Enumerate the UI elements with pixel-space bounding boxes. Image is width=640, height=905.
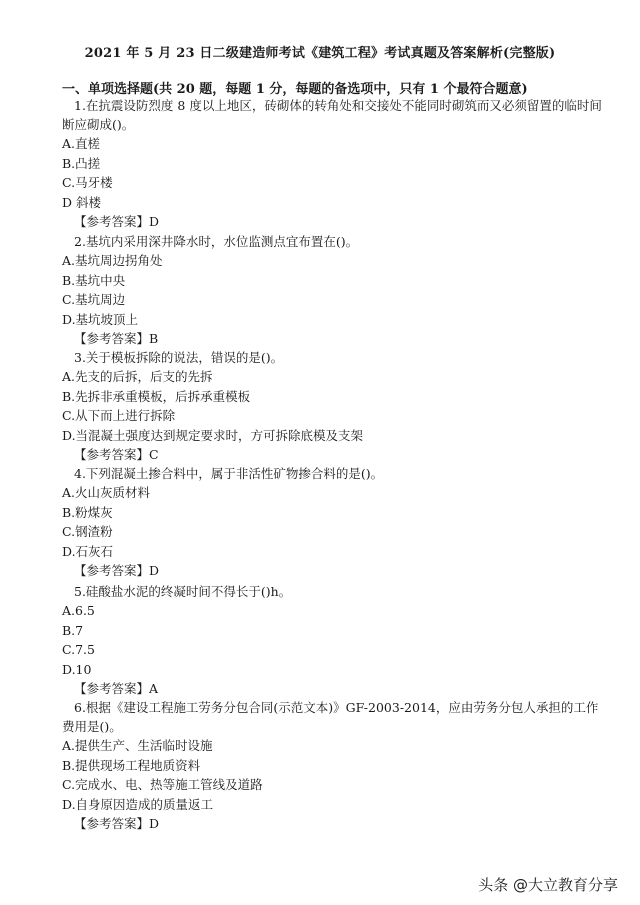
option-c: C.从下而上进行拆除 (62, 408, 176, 423)
option-a: A.直槎 (62, 136, 101, 151)
option-d: D.当混凝土强度达到规定要求时，方可拆除底模及支架 (62, 427, 364, 443)
question-3 (62, 348, 602, 465)
option-c: C.钢渣粉 (62, 524, 113, 539)
answer-label: 【参考答案】D (74, 214, 160, 229)
question-1 (62, 96, 602, 232)
question-5 (62, 582, 602, 699)
section-heading: 一、单项选择题(共 20 题，每题 1 分，每题的备选项中，只有 1 个最符合题意) (62, 82, 528, 97)
option-d: D.石灰石 (62, 543, 114, 559)
document-title: 2021 年 5 月 23 日二级建造师考试《建筑工程》考试真题及答案解析(完整版) (84, 46, 556, 61)
option-a: A.火山灰质材料 (62, 485, 151, 500)
option-c: C.基坑周边 (62, 292, 126, 307)
option-b: B.先拆非承重模板，后拆承重模板 (62, 388, 251, 404)
option-a: A.基坑周边拐角处 (62, 253, 163, 268)
option-d: D.自身原因造成的质量返工 (62, 796, 214, 812)
answer-label: 【参考答案】D (74, 563, 160, 578)
option-c: C.马牙楼 (62, 175, 113, 190)
option-c: C.7.5 (62, 642, 95, 657)
question-stem: 5.硅酸盐水泥的终凝时间不得长于()h。 (74, 584, 292, 599)
option-b: B.提供现场工程地质资料 (62, 757, 201, 773)
question-stem: 4.下列混凝土掺合料中，属于非活性矿物掺合料的是()。 (74, 466, 384, 481)
option-c: C.完成水、电、热等施工管线及道路 (62, 777, 263, 792)
watermark: 头条 @大立教育分享 (478, 876, 618, 894)
question-6 (62, 698, 602, 834)
option-d: D 斜楼 (62, 194, 101, 210)
option-a: A.提供生产、生活临时设施 (62, 738, 213, 753)
answer-label: 【参考答案】A (74, 681, 159, 696)
question-stem: 3.关于模板拆除的说法，错误的是()。 (74, 350, 284, 365)
question-4 (62, 464, 602, 581)
option-b: B.粉煤灰 (62, 504, 113, 520)
question-stem: 1.在抗震设防烈度 8 度以上地区，砖砌体的转角处和交接处不能同时砌筑而又必须留置的临时间断应砌成()。 (62, 98, 602, 132)
option-b: B.凸搓 (62, 155, 101, 171)
answer-label: 【参考答案】B (74, 331, 159, 346)
question-stem: 2.基坑内采用深井降水时，水位监测点宜布置在()。 (74, 234, 359, 249)
option-d: D.基坑坡顶上 (62, 311, 139, 327)
option-b: B.7 (62, 622, 84, 638)
option-a: A.6.5 (62, 603, 95, 618)
answer-label: 【参考答案】D (74, 816, 160, 831)
option-b: B.基坑中央 (62, 272, 126, 288)
option-d: D.10 (62, 661, 92, 677)
option-a: A.先支的后拆，后支的先拆 (62, 369, 213, 384)
answer-label: 【参考答案】C (74, 447, 159, 462)
question-2 (62, 232, 602, 349)
question-stem: 6.根据《建设工程施工劳务分包合同(示范文本)》GF-2003-2014，应由劳务分包人承担的工作费用是()。 (62, 700, 599, 734)
